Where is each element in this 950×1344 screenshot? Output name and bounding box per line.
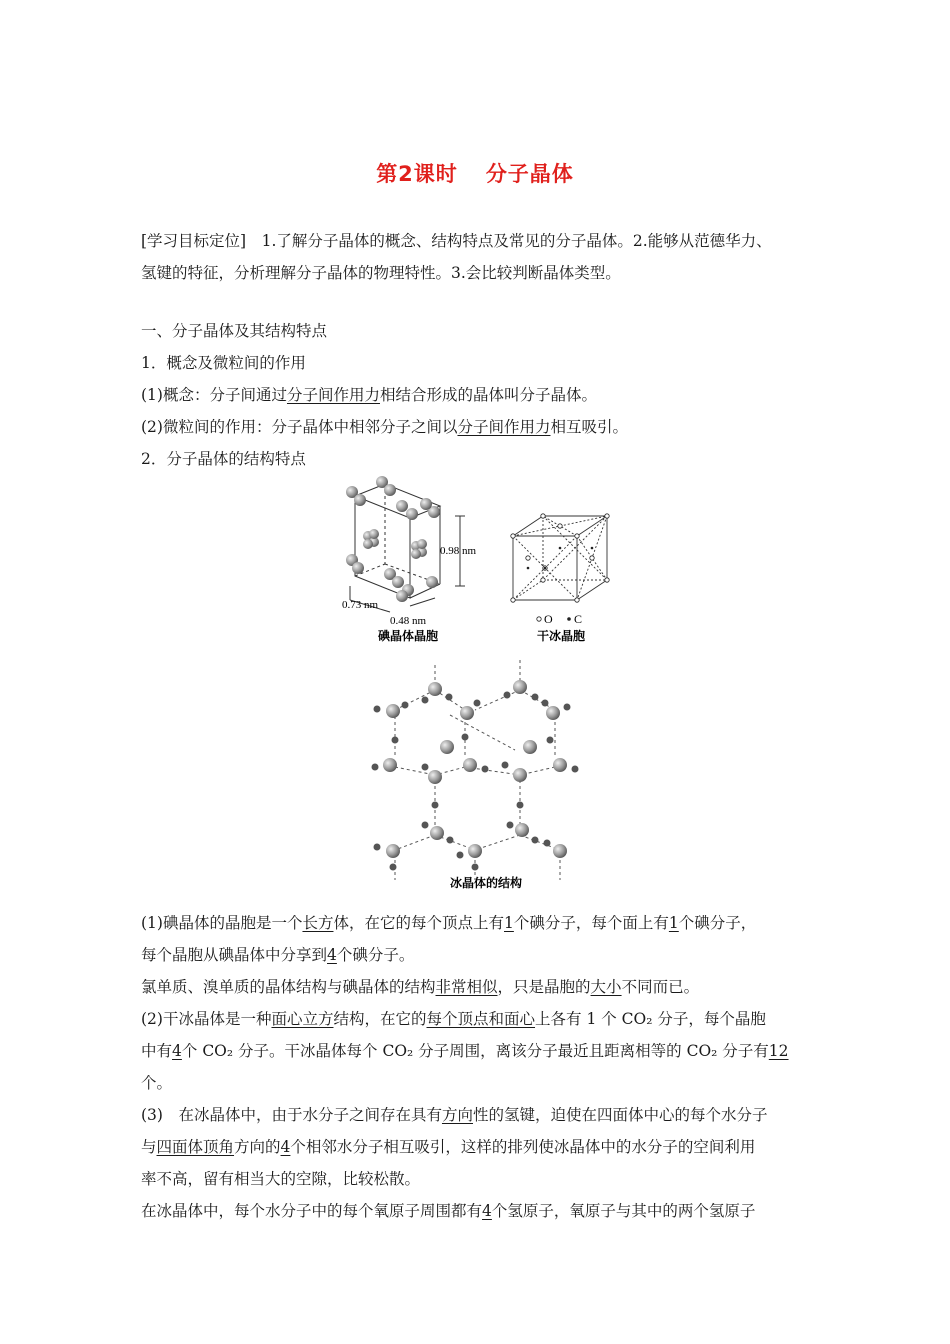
item-1-heading: 1．概念及微粒间的作用 [141,354,306,372]
iodine-height-label: 0.98 nm [440,545,477,557]
ice-caption: 冰晶体的结构 [450,876,523,890]
lesson-number: 第2课时 [376,162,458,186]
paragraph-4-line-2: 与四面体顶角方向的4个相邻水分子相互吸引，这样的排列使冰晶体中的水分子的空间利用 [141,1138,756,1156]
paragraph-2: 氯单质、溴单质的晶体结构与碘晶体的结构非常相似，只是晶胞的大小不同而已。 [141,978,700,996]
objectives-line-2: 氢键的特征，分析理解分子晶体的物理特性。3.会比较判断晶体类型。 [141,264,621,282]
ice-structure-figure [365,655,590,890]
oxygen-legend-label: O [544,612,553,626]
paragraph-3-line-2: 中有4个 CO₂ 分子。干冰晶体每个 CO₂ 分子周围，离该分子最近且距离相等的 CO₂ 分子有12 [141,1042,789,1060]
paragraph-4-line-3: 率不高，留有相当大的空隙，比较松散。 [141,1170,421,1188]
interaction-line: (2)微粒间的作用：分子晶体中相邻分子之间以分子间作用力相互吸引。 [141,418,628,436]
item-2-heading: 2．分子晶体的结构特点 [141,450,306,468]
paragraph-3-line-3: 个。 [141,1074,173,1092]
iodine-width-label: 0.48 nm [390,615,427,627]
paragraph-1-line-1: (1)碘晶体的晶胞是一个长方体，在它的每个顶点上有1个碘分子，每个面上有1个碘分子， [141,914,757,932]
paragraph-3-line-1: (2)干冰晶体是一种面心立方结构，在它的每个顶点和面心上各有 1 个 CO₂ 分子，每个晶胞 [141,1010,766,1028]
iodine-caption: 碘晶体晶胞 [378,629,439,643]
page-title [0,158,950,188]
oxygen-legend-icon [537,617,541,621]
dry-ice-caption: 干冰晶胞 [537,629,586,643]
carbon-legend-label: C [574,612,583,626]
dry-ice-unit-cell-figure [505,508,620,648]
section-heading: 一、分子晶体及其结构特点 [141,322,328,340]
lesson-topic: 分子晶体 [485,162,574,186]
paragraph-5: 在冰晶体中，每个水分子中的每个氧原子周围都有4个氢原子，氧原子与其中的两个氢原子 [141,1202,756,1220]
iodine-depth-label: 0.73 nm [342,599,379,611]
carbon-legend-icon [567,617,571,621]
paragraph-1-line-2: 每个晶胞从碘晶体中分享到4个碘分子。 [141,946,415,964]
objectives-line-1: [学习目标定位] 1.了解分子晶体的概念、结构特点及常见的分子晶体。2.能够从范德华力、 [141,232,772,250]
iodine-unit-cell-figure [330,476,500,646]
paragraph-4-line-1: (3) 在冰晶体中，由于水分子之间存在具有方向性的氢键，迫使在四面体中心的每个水分子 [141,1106,768,1124]
concept-line: (1)概念：分子间通过分子间作用力相结合形成的晶体叫分子晶体。 [141,386,597,404]
